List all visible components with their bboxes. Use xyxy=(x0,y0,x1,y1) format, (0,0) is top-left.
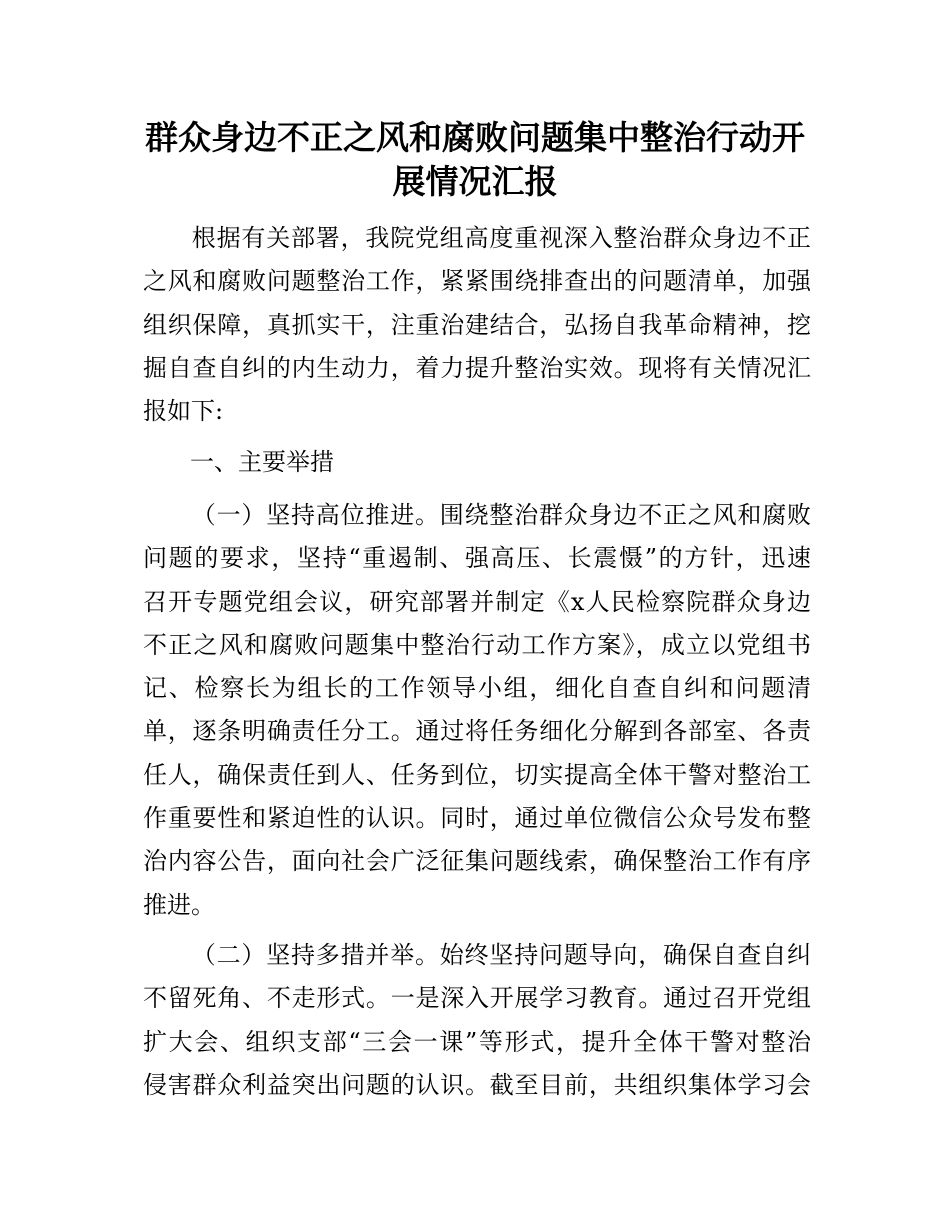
paragraph-line: 召开专题党组会议，研究部署并制定《x人民检察院群众身边 xyxy=(143,587,811,616)
paragraph-line: （一）坚持高位推进。围绕整治群众身边不正之风和腐败 xyxy=(191,501,811,529)
paragraph-line: 根据有关部署，我院党组高度重视深入整治群众身边不正 xyxy=(191,224,811,252)
paragraph-line: 不留死角、不走形式。一是深入开展学习教育。通过召开党组 xyxy=(143,984,811,1013)
document-title-line-2: 展情况汇报 xyxy=(392,162,558,201)
paragraph-line: 之风和腐败问题整治工作，紧紧围绕排查出的问题清单，加强 xyxy=(143,267,811,296)
paragraph-line: 扩大会、组织支部“三会一课”等形式，提升全体干警对整治 xyxy=(143,1027,811,1056)
paragraph-line: 治内容公告，面向社会广泛征集问题线索，确保整治工作有序 xyxy=(143,847,811,876)
paragraph-line: （二）坚持多措并举。始终坚持问题导向，确保自查自纠 xyxy=(191,941,811,969)
paragraph-line: 组织保障，真抓实干，注重治建结合，弘扬自我革命精神，挖 xyxy=(143,310,811,339)
paragraph-measure-2 xyxy=(143,934,811,1107)
paragraph-line: 问题的要求，坚持“重遏制、强高压、长震慑”的方针，迅速 xyxy=(143,544,811,573)
section-heading xyxy=(190,441,858,484)
section-heading-text: 一、主要举措 xyxy=(190,448,334,476)
document-title-line-1: 群众身边不正之风和腐败问题集中整治行动开 xyxy=(145,118,805,157)
paragraph-line: 任人，确保责任到人、任务到位，切实提高全体干警对整治工 xyxy=(143,760,811,789)
paragraph-intro xyxy=(143,217,811,433)
paragraph-line: 作重要性和紧迫性的认识。同时，通过单位微信公众号发布整 xyxy=(143,804,811,833)
paragraph-line: 报如下: xyxy=(143,397,224,426)
paragraph-line: 单，逐条明确责任分工。通过将任务细化分解到各部室、各责 xyxy=(143,717,811,746)
paragraph-line: 侵害群众利益突出问题的认识。截至目前，共组织集体学习会 xyxy=(143,1070,811,1099)
paragraph-line: 掘自查自纠的内生动力，着力提升整治实效。现将有关情况汇 xyxy=(143,353,811,382)
paragraph-measure-1 xyxy=(143,494,811,927)
paragraph-line: 推进。 xyxy=(143,890,215,919)
paragraph-line: 不正之风和腐败问题集中整治行动工作方案》，成立以党组书 xyxy=(143,630,811,659)
paragraph-line: 记、检察长为组长的工作领导小组，细化自查自纠和问题清 xyxy=(143,674,811,703)
